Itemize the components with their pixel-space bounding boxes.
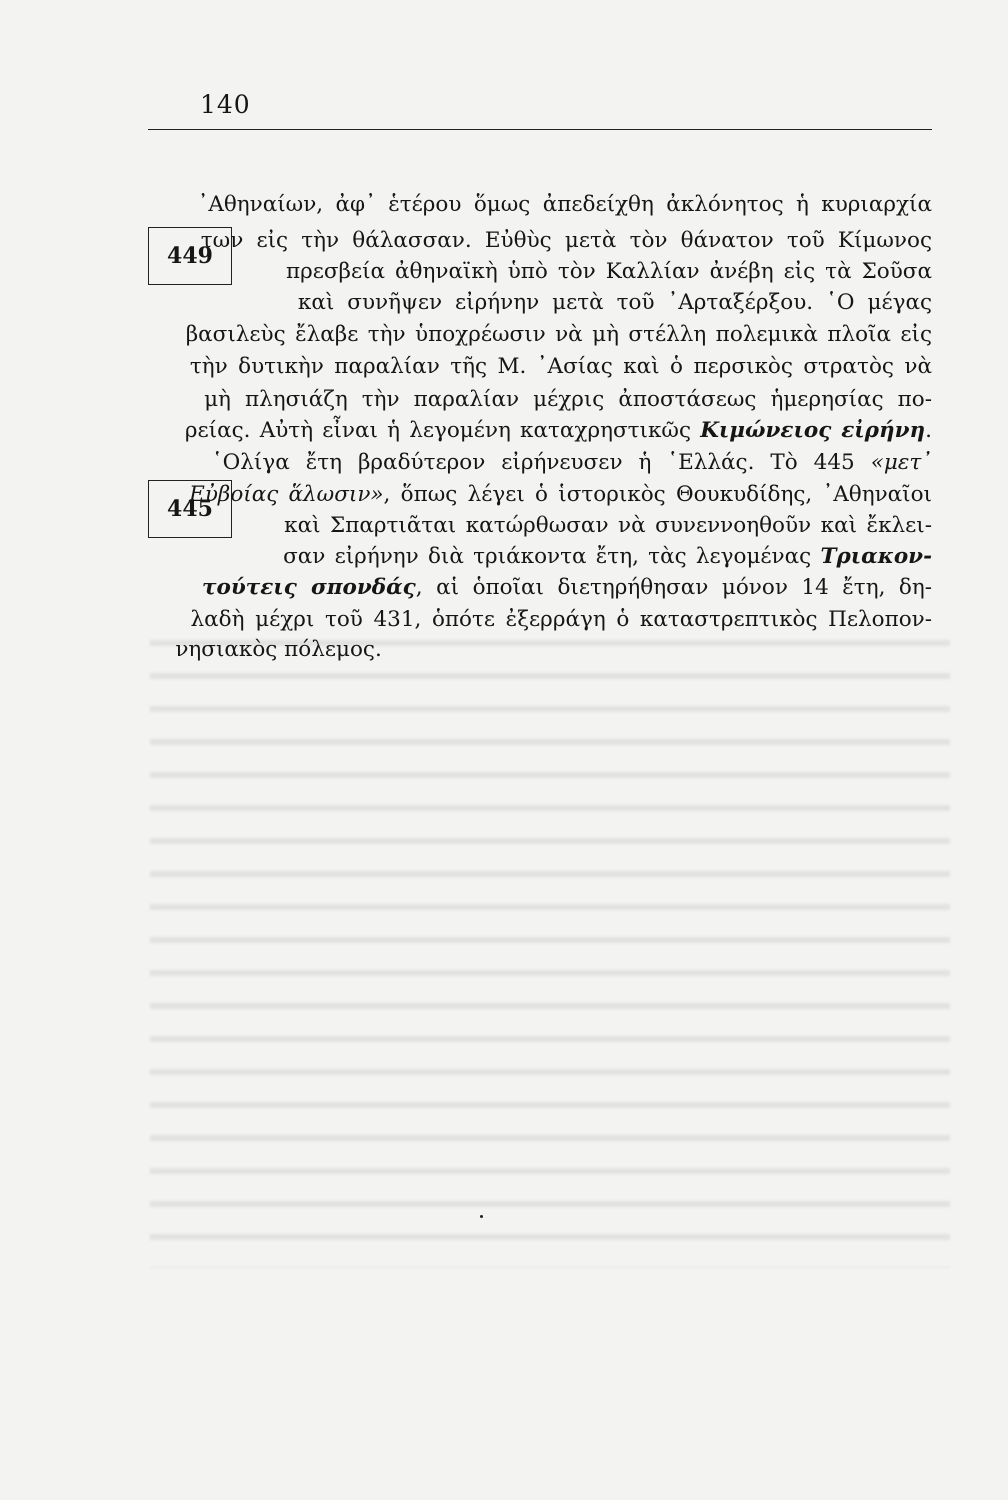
text-run: καὶ Σπαρτιᾶται κατώρθωσαν νὰ συνεννοηθοῦν καὶ ἔκλει- (284, 513, 932, 538)
text-line (148, 196, 932, 253)
text-run: των εἰς τὴν θάλασσαν. Εὐθὺς μετὰ τὸν θάνατον τοῦ Κίμωνος (200, 228, 932, 253)
text-line (148, 386, 933, 443)
text-run: , αἱ ὁποῖαι διετηρήθησαν μόνον 14 ἔτη, δη- (415, 575, 932, 600)
bleed-through-text (150, 628, 950, 1268)
text-run: . (925, 418, 933, 443)
text-line (246, 481, 932, 538)
text-run: τὴν δυτικὴν παραλίαν τῆς Μ. ᾿Ασίας καὶ ὁ περσικὸς στρατὸς νὰ (189, 354, 932, 379)
quote-run: «μετ᾿ (870, 450, 933, 475)
text-run: ᾿Αθηναίων, ἀφ᾿ ἑτέρου ὅμως ἀπεδείχθη ἀκλόνητος ἡ κυριαρχία (197, 192, 932, 217)
header-rule (148, 129, 932, 130)
emphasis-run: τούτεις σπονδάς (202, 575, 416, 600)
text-line (148, 418, 933, 475)
text-run: ῾Ολίγα ἔτη βραδύτερον εἰρήνευσεν ἡ ῾Ελλάς. Τὸ 445 (211, 450, 871, 475)
text-run: σαν εἰρήνην διὰ τριάκοντα ἔτη, τὰς λεγομένας (283, 544, 821, 569)
text-line (246, 227, 932, 284)
text-line (148, 160, 932, 217)
text-run: , ὅπως λέγει ὁ ἱστορικὸς Θουκυδίδης, ᾿Αθηναῖοι (383, 482, 932, 507)
text-run: λαδὴ μέχρι τοῦ 431, ὁπότε ἐξερράγη ὁ καταστρεπτικὸς Πελοπον- (190, 607, 932, 632)
text-line (148, 575, 932, 632)
quote-run: Εὐβοίας ἅλωσιν» (189, 482, 384, 507)
text-line (148, 355, 932, 412)
text-run: νησιακὸς πόλεμος. (175, 637, 382, 662)
text-line (246, 258, 932, 315)
text-line (148, 450, 932, 507)
text-run: καὶ συνῆψεν εἰρήνην μετὰ τοῦ ᾿Αρταξέρξου. ῾Ο μέγας (297, 290, 932, 315)
text-line (148, 290, 932, 347)
text-line (246, 512, 933, 569)
text-run: μὴ πλησιάζη τὴν παραλίαν μέχρις ἀποστάσεως ἡμερησίας πο- (204, 387, 932, 412)
text-line (148, 322, 932, 379)
text-run: βασιλεὺς ἔλαβε τὴν ὑποχρέωσιν νὰ μὴ στέλλη πολεμικὰ πλοῖα εἰς (185, 322, 932, 347)
text-line (148, 543, 932, 600)
text-run: ρείας. Αὐτὴ εἶναι ἡ λεγομένη καταχρηστικῶς (184, 418, 701, 443)
page-number: 140 (200, 90, 251, 119)
text-run: πρεσβεία ἀθηναϊκὴ ὑπὸ τὸν Καλλίαν ἀνέβη εἰς τὰ Σοῦσα (285, 259, 932, 284)
text-line (148, 605, 932, 662)
margin-year-label: 445 (167, 496, 213, 522)
emphasis-run: Κιμώνειος εἰρήνη (700, 418, 926, 443)
ink-speck (480, 1215, 483, 1218)
margin-year-label: 449 (167, 243, 213, 269)
emphasis-run: Τριακον- (820, 544, 933, 569)
